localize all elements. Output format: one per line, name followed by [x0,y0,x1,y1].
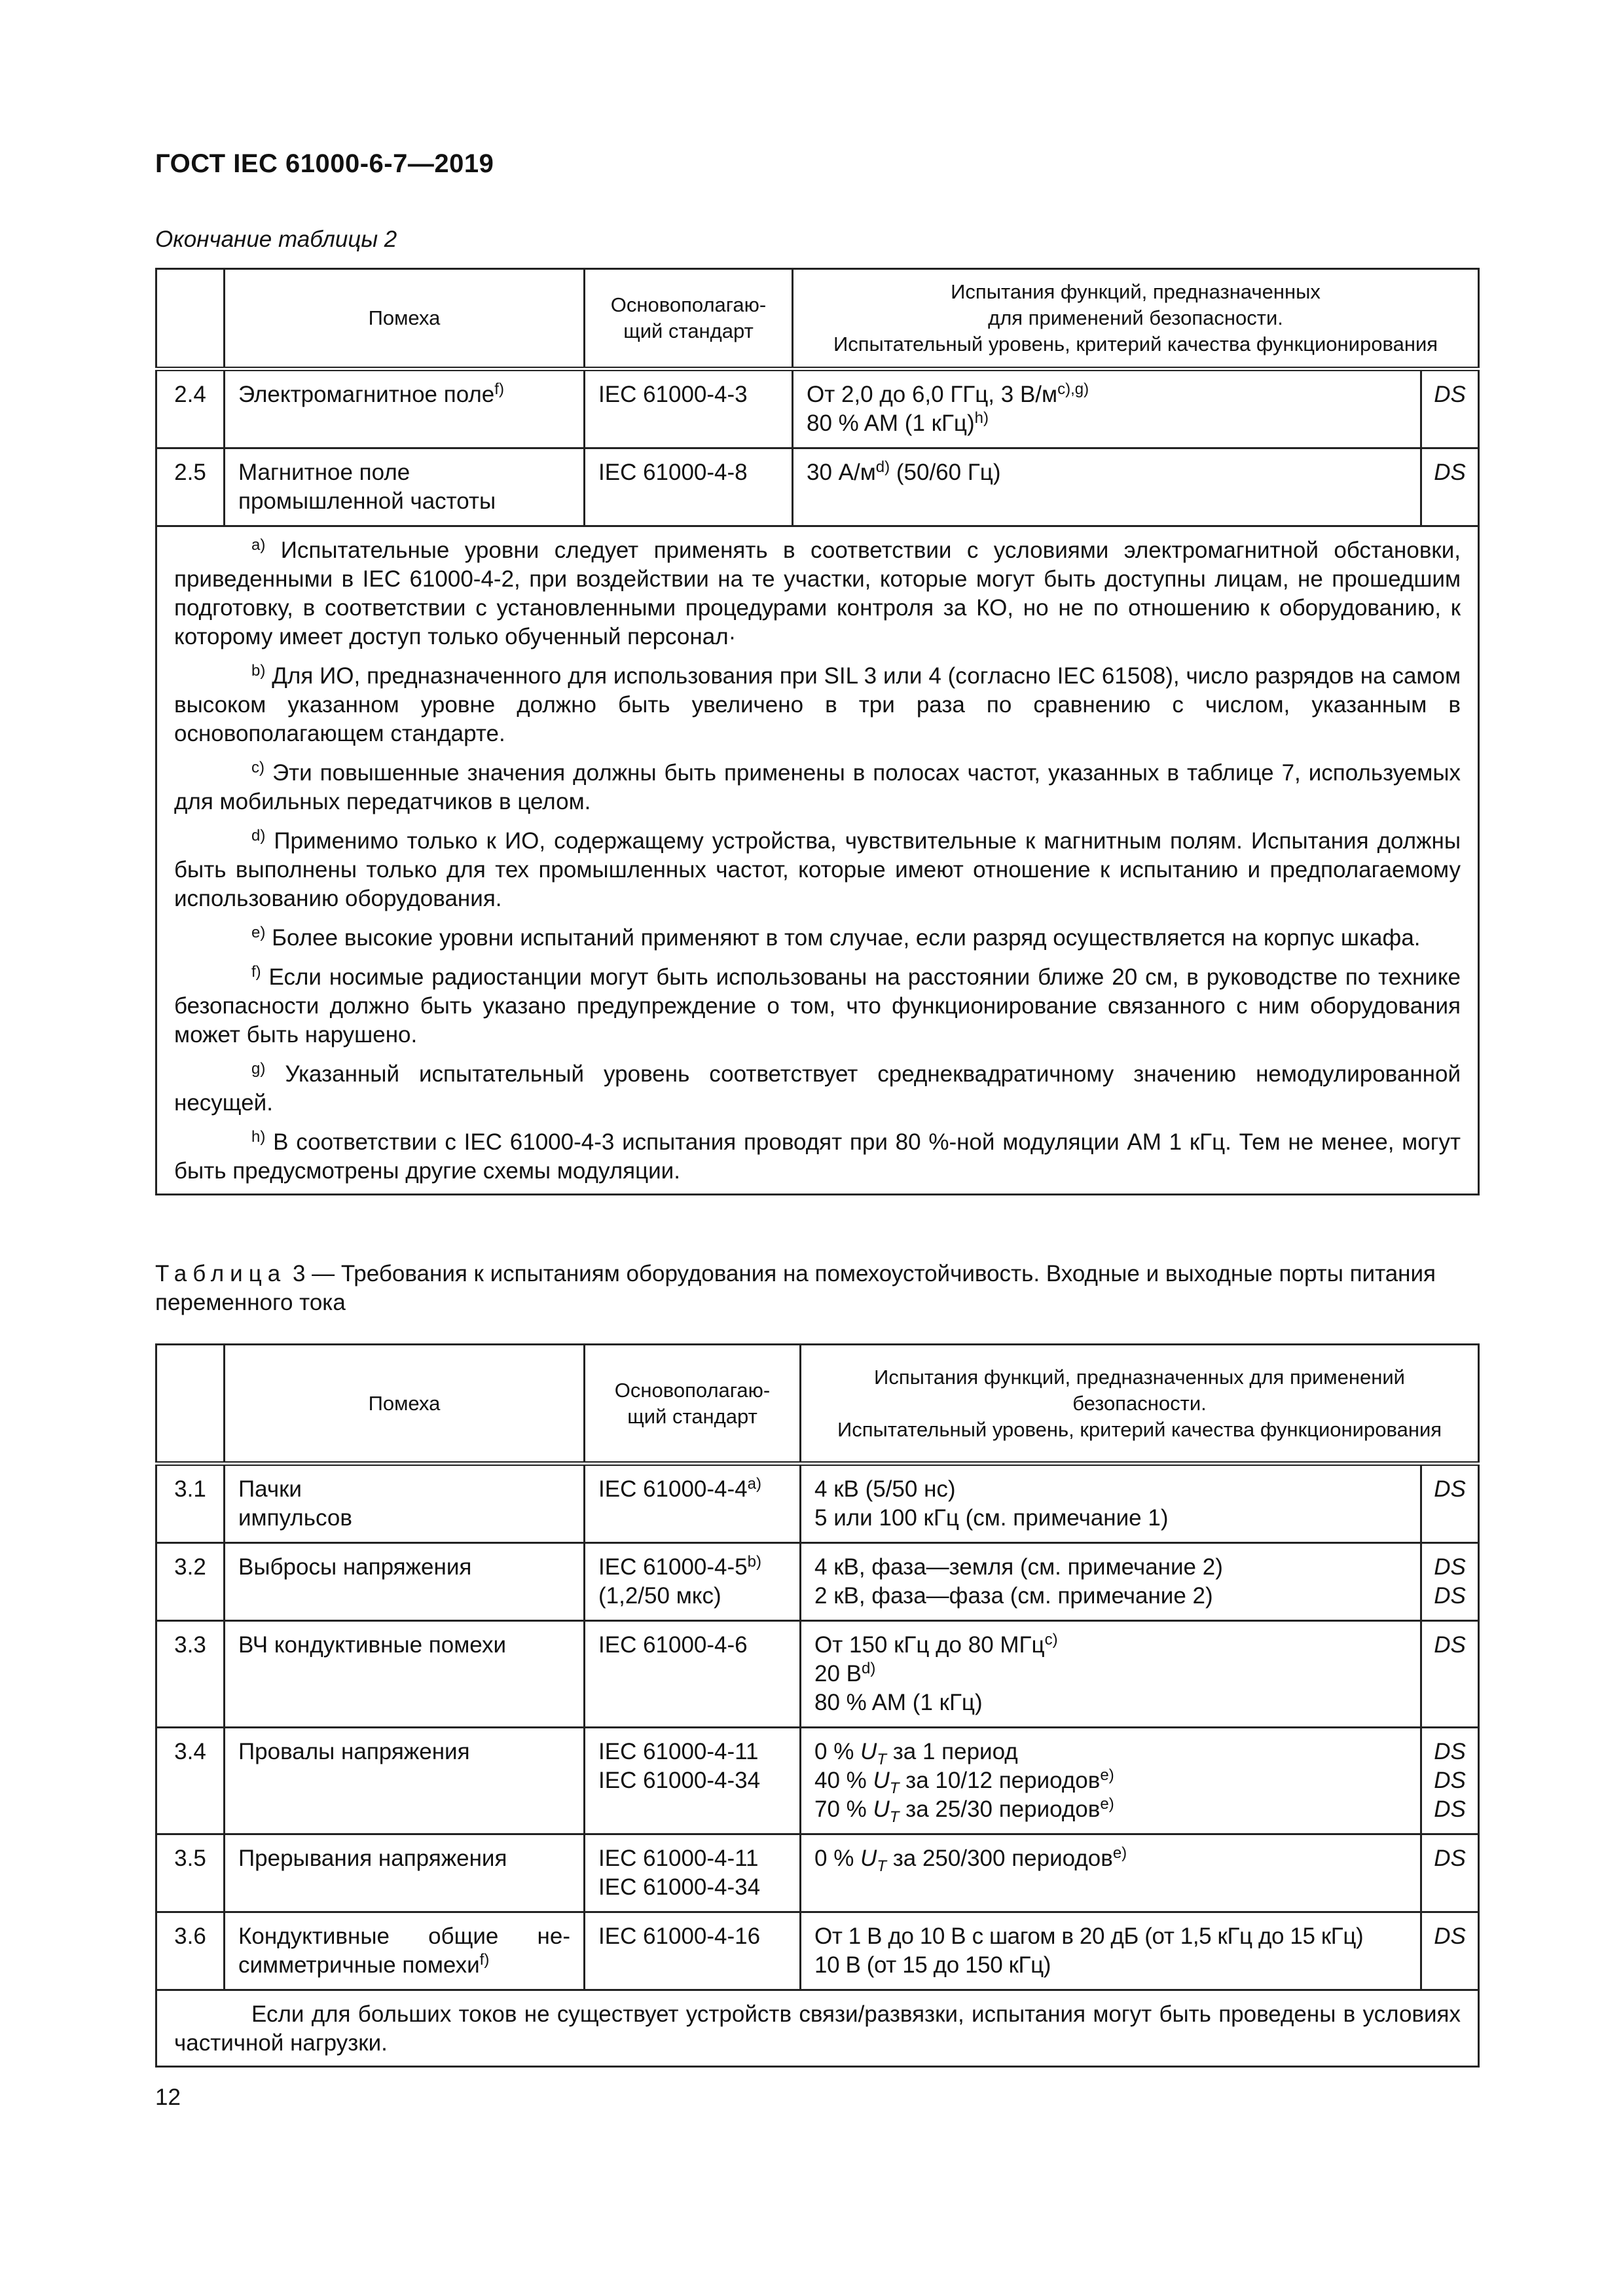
footnote-ref: c) [1044,1631,1058,1649]
criterion-cell: DS [1421,448,1479,526]
criterion-line: DS [1434,1796,1466,1822]
standard-cell [585,1834,801,1912]
criterion-cell [1421,1543,1479,1621]
note-text: Указанный испытательный уровень соответствует среднеквадратичному значению немодулированной несущей. [174,1061,1461,1116]
note-text: Эти повышенные значения должны быть применены в полосах частот, указанных в таблице 7, используемых для мобильных передатчиков в целом. [174,760,1461,814]
ut-symbol: U [873,1796,890,1822]
table3-footer-row [156,1990,1479,2067]
test-level-text: 0 % [814,1846,861,1871]
standard-text: IEC 61000-4-5 [598,1554,748,1580]
footnote-ref: f) [494,380,504,398]
criterion-cell: DS [1421,1621,1479,1728]
table-note [174,662,1461,748]
table3-header-tests [801,1345,1479,1464]
table2-notes-row [156,526,1479,1195]
footnote-ref: e) [1112,1844,1127,1862]
note-text: В соответствии с IEC 61000-4-3 испытания проводят при 80 %-ной модуляции AM 1 кГц. Тем не менее, могут быть предусмотрены другие схемы модуляции. [174,1129,1461,1184]
test-level-line [807,409,1407,438]
row-number: 3.4 [156,1728,225,1834]
table3-header-row [156,1345,1479,1464]
row-number: 2.5 [156,448,225,526]
footnote-ref: f) [479,1951,490,1969]
standard-cell: IEC 61000-4-16 [585,1912,801,1990]
disturbance-cell [225,1912,585,1990]
test-level-line: 4 кВ (5/50 нс) [814,1476,956,1502]
document-header: ГОСТ IEC 61000-6-7—2019 [155,149,494,178]
table-note [174,963,1461,1049]
note-mark: f) [251,963,261,981]
note-text: Если носимые радиостанции могут быть использованы на расстоянии ближе 20 см, в руководстве по технике безопасности должно быть указано предупреждение о том, что функционирование связанного с ним оборудования может быть нарушено. [174,964,1461,1048]
test-level-text: 80 % AM (1 кГц) [807,410,975,436]
header-line: Испытания функций, предназначенных [951,280,1321,303]
note-mark: d) [251,827,266,845]
test-level-line [814,1738,1407,1766]
table3-header-standard [585,1345,801,1464]
table2-header-row [156,269,1479,369]
table-note [174,1128,1461,1186]
standard-cell [585,1728,801,1834]
header-line: Испытания функций, предназначенных для применений [874,1365,1405,1389]
table3-caption [155,1260,1478,1317]
disturbance-line: Пачки [238,1476,302,1502]
table-2 [155,268,1480,1195]
table3-caption-label: Таблица [155,1261,287,1286]
table2-notes [156,526,1479,1195]
test-level-cell [801,1543,1421,1621]
test-level-text: 0 % [814,1739,861,1764]
criterion-line: DS [1434,1554,1466,1580]
disturbance-cell: Провалы напряжения [225,1728,585,1834]
standard-cell: IEC 61000-4-8 [585,448,793,526]
table-row [156,1543,1479,1621]
table-note [174,924,1461,953]
standard-line: (1,2/50 мкс) [598,1583,721,1609]
note-mark: e) [251,924,266,941]
header-line: щий стандарт [623,319,754,342]
table-note [174,827,1461,913]
test-level-line: 2 кВ, фаза—фаза (см. примечание 2) [814,1583,1213,1609]
test-level-cell [801,1912,1421,1990]
test-level-line [814,1631,1407,1660]
test-level-text: 70 % [814,1796,873,1822]
header-line: Испытательный уровень, критерий качества функционирования [837,1417,1442,1441]
row-number: 2.4 [156,369,225,448]
test-level-text: 20 В [814,1661,862,1686]
test-level-cell [801,1621,1421,1728]
table-row [156,1728,1479,1834]
standard-cell [585,1543,801,1621]
footnote-ref: d) [875,458,890,476]
test-level-line [814,1660,1407,1688]
table-row [156,1464,1479,1543]
criterion-line: DS [1434,1768,1466,1793]
header-line: Основополагаю- [610,293,767,316]
table-3 [155,1343,1480,2068]
standard-cell [585,1464,801,1543]
header-line: Испытательный уровень, критерий качества функционирования [833,333,1438,355]
table3-footer-note [156,1990,1479,2067]
table2-caption: Окончание таблицы 2 [155,227,397,252]
test-level-line: От 1 В до 10 В с шагом в 20 дБ (от 1,5 кГц до 15 кГц) [814,1923,1364,1949]
standard-line: IEC 61000-4-34 [598,1768,761,1793]
header-line: для применений безопасности. [988,306,1283,329]
footnote-ref: a) [747,1475,761,1493]
test-level-text: (50/60 Гц) [890,460,1001,485]
header-line: Основополагаю- [614,1378,771,1402]
row-number: 3.2 [156,1543,225,1621]
ut-symbol: U [860,1739,877,1764]
standard-text: IEC 61000-4-4 [598,1476,748,1502]
disturbance-line: Кондуктивные общие не- [238,1923,570,1949]
test-level-text: 30 А/м [807,460,876,485]
ut-subscript: T [877,1857,886,1875]
table2-header-number [156,269,225,369]
test-level-line: 4 кВ, фаза—земля (см. примечание 2) [814,1554,1223,1580]
header-line: щий стандарт [627,1404,757,1428]
row-number: 3.5 [156,1834,225,1912]
footer-note-text: Если для больших токов не существует устройств связи/развязки, испытания могут быть проведены в условиях частичной нагрузки. [174,2001,1461,2056]
test-level-line [814,1795,1407,1824]
test-level-text: за 1 период [886,1739,1018,1764]
test-level-text: От 2,0 до 6,0 ГГц, 3 В/м [807,382,1058,407]
disturbance-cell [225,369,585,448]
footnote-ref: e) [1100,1795,1114,1813]
table2-header-tests [793,269,1479,369]
test-level-line: 80 % AM (1 кГц) [814,1690,983,1715]
disturbance-cell: Прерывания напряжения [225,1834,585,1912]
note-text: Испытательные уровни следует применять в соответствии с условиями электромагнитной обстановки, приведенными в IEC 61000-4-2, при воздействии на те участки, которые могут быть доступны лицам, не прошедшим подготовку, в соответствии с установленными процедурами контроля за КО, но не по отношению к оборудованию, к которому имеет доступ только обученный персонал· [174,538,1461,649]
row-number: 3.1 [156,1464,225,1543]
note-text: Более высокие уровни испытаний применяют в том случае, если разряд осуществляется на корпус шкафа. [272,925,1421,951]
criterion-cell: DS [1421,1464,1479,1543]
criterion-cell: DS [1421,369,1479,448]
note-mark: g) [251,1060,266,1078]
header-line: безопасности. [1072,1391,1207,1415]
table2-header-disturbance: Помеха [225,269,585,369]
test-level-line: 5 или 100 кГц (см. примечание 1) [814,1505,1169,1531]
footnote-ref: e) [1100,1766,1114,1784]
ut-symbol: U [873,1768,890,1793]
table-note [174,759,1461,816]
standard-line: IEC 61000-4-34 [598,1874,761,1900]
footnote-ref: d) [862,1660,876,1677]
criterion-line: DS [1434,1583,1466,1609]
test-level-text: От 150 кГц до 80 МГц [814,1632,1045,1658]
criterion-cell: DS [1421,1834,1479,1912]
criterion-cell: DS [1421,1912,1479,1990]
footnote-ref: h) [974,409,989,427]
test-level-text: за 250/300 периодов [886,1846,1113,1871]
disturbance-line: промышленной частоты [238,488,496,514]
ut-subscript: T [877,1751,886,1768]
table3-header-number [156,1345,225,1464]
standard-line [598,1553,786,1582]
footnote-ref: c),g) [1057,380,1089,398]
disturbance-line: импульсов [238,1505,352,1531]
disturbance-text: Электромагнитное поле [238,382,495,407]
note-mark: b) [251,662,266,680]
disturbance-cell: ВЧ кондуктивные помехи [225,1621,585,1728]
standard-cell: IEC 61000-4-6 [585,1621,801,1728]
table-row [156,448,1479,526]
note-text: Для ИО, предназначенного для использования при SIL 3 или 4 (согласно IEC 61508), число разрядов на самом высоком указанном уровне должно быть увеличено в три раза по сравнению с числом, указанным в основополагающем стандарте. [174,663,1461,746]
table2-header-standard [585,269,793,369]
standard-line: IEC 61000-4-11 [598,1739,759,1764]
disturbance-line: Магнитное поле [238,460,410,485]
table-row [156,369,1479,448]
disturbance-text: симметричные помехи [238,1952,480,1978]
disturbance-line [238,1951,570,1980]
test-level-line: 10 В (от 15 до 150 кГц) [814,1952,1051,1978]
ut-symbol: U [860,1846,877,1871]
test-level-line [814,1766,1407,1795]
table-row [156,1621,1479,1728]
table-row [156,1912,1479,1990]
disturbance-cell [225,448,585,526]
ut-subscript: T [889,1779,900,1797]
note-text: Применимо только к ИО, содержащему устройства, чувствительные к магнитным полям. Испытания должны быть выполнены только для тех промышленных частот, которые имеют отношение к испытанию и предполагаемому использованию оборудования. [174,828,1461,911]
test-level-text: за 25/30 периодов [899,1796,1101,1822]
page-number: 12 [155,2085,181,2110]
test-level-text: за 10/12 периодов [899,1768,1101,1793]
test-level-text: 40 % [814,1768,873,1793]
table-row [156,1834,1479,1912]
disturbance-cell [225,1464,585,1543]
test-level-cell [793,448,1421,526]
note-mark: h) [251,1128,266,1146]
criterion-cell [1421,1728,1479,1834]
test-level-cell [793,369,1421,448]
table3-header-disturbance: Помеха [225,1345,585,1464]
row-number: 3.6 [156,1912,225,1990]
disturbance-cell: Выбросы напряжения [225,1543,585,1621]
test-level-cell [801,1834,1421,1912]
test-level-cell [801,1464,1421,1543]
footnote-ref: b) [747,1553,761,1571]
standard-cell: IEC 61000-4-3 [585,369,793,448]
note-mark: a) [251,536,266,554]
test-level-line [807,380,1407,409]
table-note [174,1060,1461,1118]
table-note [174,536,1461,651]
note-mark: c) [251,759,264,776]
test-level-cell [801,1728,1421,1834]
standard-line: IEC 61000-4-11 [598,1846,759,1871]
table3-caption-text: 3 — Требования к испытаниям оборудования на помехоустойчивость. Входные и выходные порты питания переменного тока [155,1261,1436,1315]
ut-subscript: T [889,1808,900,1826]
row-number: 3.3 [156,1621,225,1728]
criterion-line: DS [1434,1739,1466,1764]
